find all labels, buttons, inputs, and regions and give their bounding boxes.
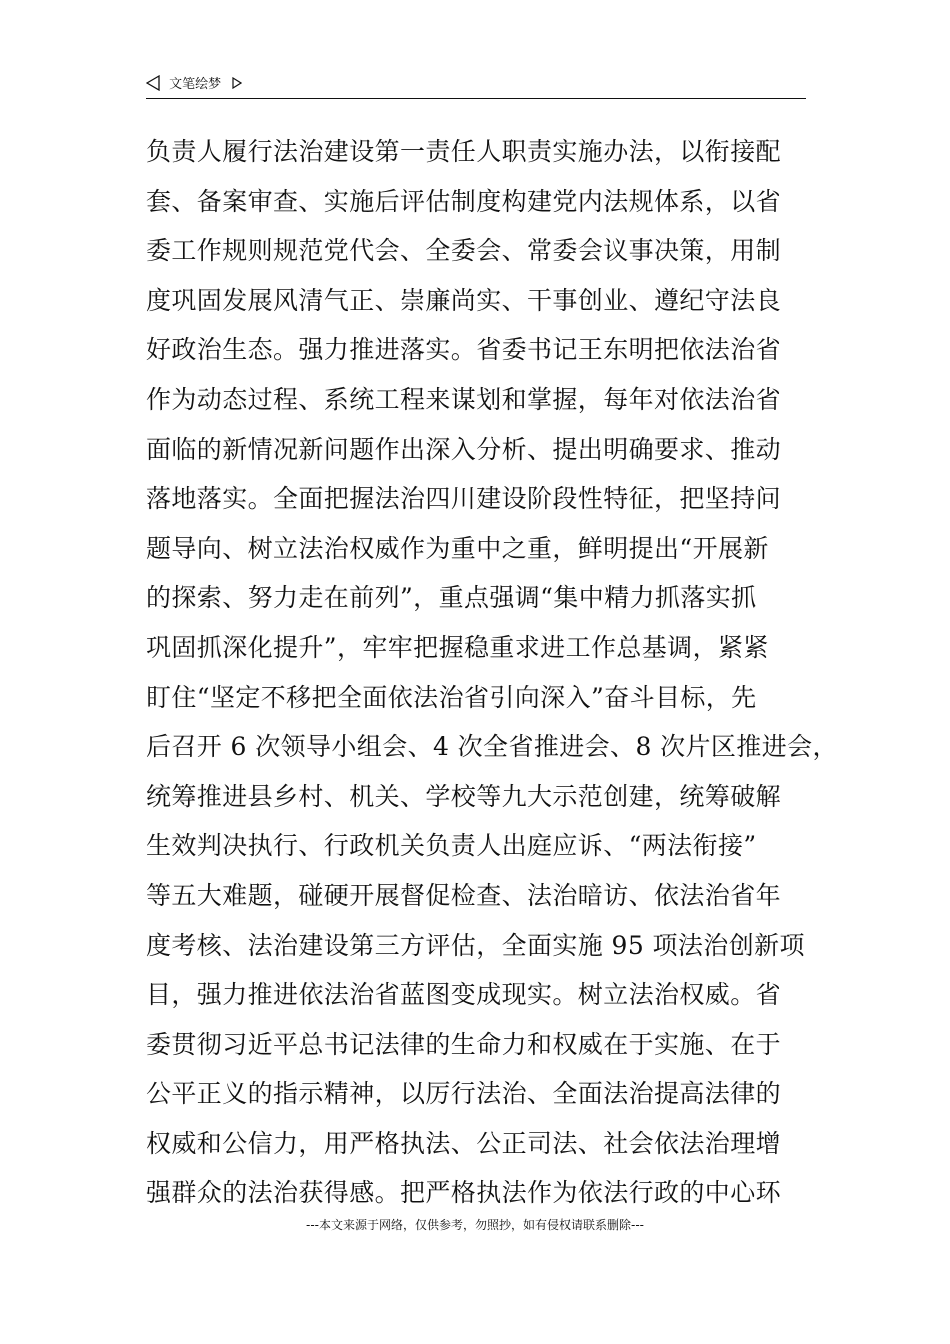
body-line: 度考核、法治建设第三方评估，全面实施 95 项法治创新项 xyxy=(146,930,805,960)
body-line: 后召开 6 次领导小组会、4 次全省推进会、8 次片区推进会， xyxy=(146,732,838,762)
body-line: 等五大难题，碰硬开展督促检查、法治暗访、依法治省年 xyxy=(146,880,782,910)
document-body xyxy=(146,127,838,1218)
body-line: 统筹推进县乡村、机关、学校等九大示范创建，统筹破解 xyxy=(146,781,782,811)
body-line: 生效判决执行、行政机关负责人出庭应诉、“两法衔接” xyxy=(146,831,757,861)
page-header xyxy=(146,72,806,98)
body-line: 好政治生态。强力推进落实。省委书记王东明把依法治省 xyxy=(146,335,782,365)
body-line: 公平正义的指示精神，以厉行法治、全面法治提高法律的 xyxy=(146,1079,782,1109)
body-line: 作为动态过程、系统工程来谋划和掌握，每年对依法治省 xyxy=(146,384,782,414)
body-line: 面临的新情况新问题作出深入分析、提出明确要求、推动 xyxy=(146,434,782,464)
body-line: 度巩固发展风清气正、崇廉尚实、干事创业、遵纪守法良 xyxy=(146,285,782,315)
body-line: 的探索、努力走在前列”，重点强调“集中精力抓落实抓 xyxy=(146,583,757,613)
triangle-right-icon xyxy=(232,77,242,89)
body-line: 套、备案审查、实施后评估制度构建党内法规体系，以省 xyxy=(146,186,782,216)
body-line: 委工作规则规范党代会、全委会、常委会议事决策，用制 xyxy=(146,236,782,266)
body-line: 题导向、树立法治权威作为重中之重，鲜明提出“开展新 xyxy=(146,533,769,563)
body-line: 委贯彻习近平总书记法律的生命力和权威在于实施、在于 xyxy=(146,1029,782,1059)
body-line: 权威和公信力，用严格执法、公正司法、社会依法治理增 xyxy=(146,1128,782,1158)
body-line: 落地落实。全面把握法治四川建设阶段性特征，把坚持问 xyxy=(146,484,782,514)
body-line: 强群众的法治获得感。把严格执法作为依法行政的中心环 xyxy=(146,1178,782,1208)
body-line: 盯住“坚定不移把全面依法治省引向深入”奋斗目标，先 xyxy=(146,682,757,712)
body-line: 目，强力推进依法治省蓝图变成现实。树立法治权威。省 xyxy=(146,980,782,1010)
body-line: 负责人履行法治建设第一责任人职责实施办法，以衔接配 xyxy=(146,137,782,166)
body-line: 巩固抓深化提升”，牢牢把握稳重求进工作总基调，紧紧 xyxy=(146,632,769,662)
header-brand: 文笔绘梦 xyxy=(169,77,222,92)
triangle-left-icon xyxy=(146,75,160,91)
footer-notice: ---本文来源于网络，仅供参考，勿照抄，如有侵权请联系删除--- xyxy=(306,1218,644,1232)
header-rule xyxy=(146,98,806,99)
